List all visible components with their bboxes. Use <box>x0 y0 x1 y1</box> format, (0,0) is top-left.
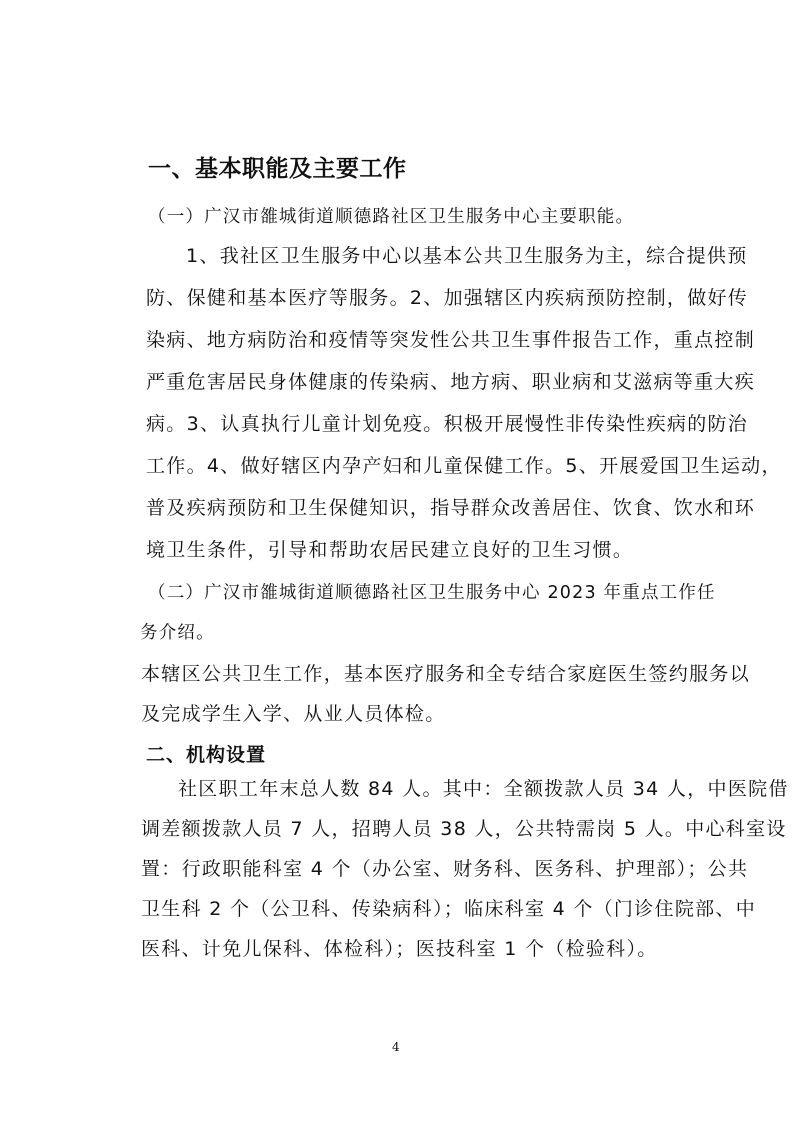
para1-line: 严重危害居民身体健康的传染病、地方病、职业病和艾滋病等重大疾 <box>146 371 756 393</box>
section2-heading: 二、机构设置 <box>146 744 267 766</box>
section2-para-line: 医科、计免儿保科、体检科）；医技科室 1 个（检验科）。 <box>141 938 658 960</box>
para1-line: 1、我社区卫生服务中心以基本公共卫生服务为主，综合提供预 <box>186 245 748 267</box>
para1-line: 病。3、认真执行儿童计划免疫。积极开展慢性非传染性疾病的防治 <box>146 413 749 435</box>
para2-line: 及完成学生入学、从业人员体检。 <box>141 703 446 725</box>
section2-para-line: 置：行政职能科室 4 个（办公室、财务科、医务科、护理部）；公共 <box>141 858 749 880</box>
subsection2-heading-line: 务介绍。 <box>140 623 215 643</box>
section1-heading: 一、基本职能及主要工作 <box>148 156 407 182</box>
section2-para-line: 卫生科 2 个（公卫科、传染病科）；临床科室 4 个（门诊住院部、中 <box>141 898 757 920</box>
para1-line: 境卫生条件，引导和帮助农居民建立良好的卫生习惯。 <box>146 539 634 561</box>
section2-para-line: 调差额拨款人员 7 人，招聘人员 38 人，公共特需岗 5 人。中心科室设 <box>141 818 787 840</box>
subsection2-heading-line: （二）广汉市雒城街道顺德路社区卫生服务中心 2023 年重点工作任 <box>148 583 716 603</box>
para1-line: 染病、地方病防治和疫情等突发性公共卫生事件报告工作，重点控制 <box>146 329 756 351</box>
para1-line: 工作。4、做好辖区内孕产妇和儿童保健工作。5、开展爱国卫生运动， <box>146 455 782 477</box>
section2-para-line: 社区职工年末总人数 84 人。其中：全额拨款人员 34 人，中医院借 <box>178 778 789 800</box>
page-number: 4 <box>392 1040 400 1054</box>
para1-line: 普及疾病预防和卫生保健知识，指导群众改善居住、饮食、饮水和环 <box>146 497 756 519</box>
para1-line: 防、保健和基本医疗等服务。2、加强辖区内疾病预防控制，做好传 <box>146 287 749 309</box>
para2-line: 本辖区公共卫生工作，基本医疗服务和全专结合家庭医生签约服务以 <box>141 663 751 685</box>
subsection1-heading: （一）广汉市雒城街道顺德路社区卫生服务中心主要职能。 <box>148 207 635 227</box>
